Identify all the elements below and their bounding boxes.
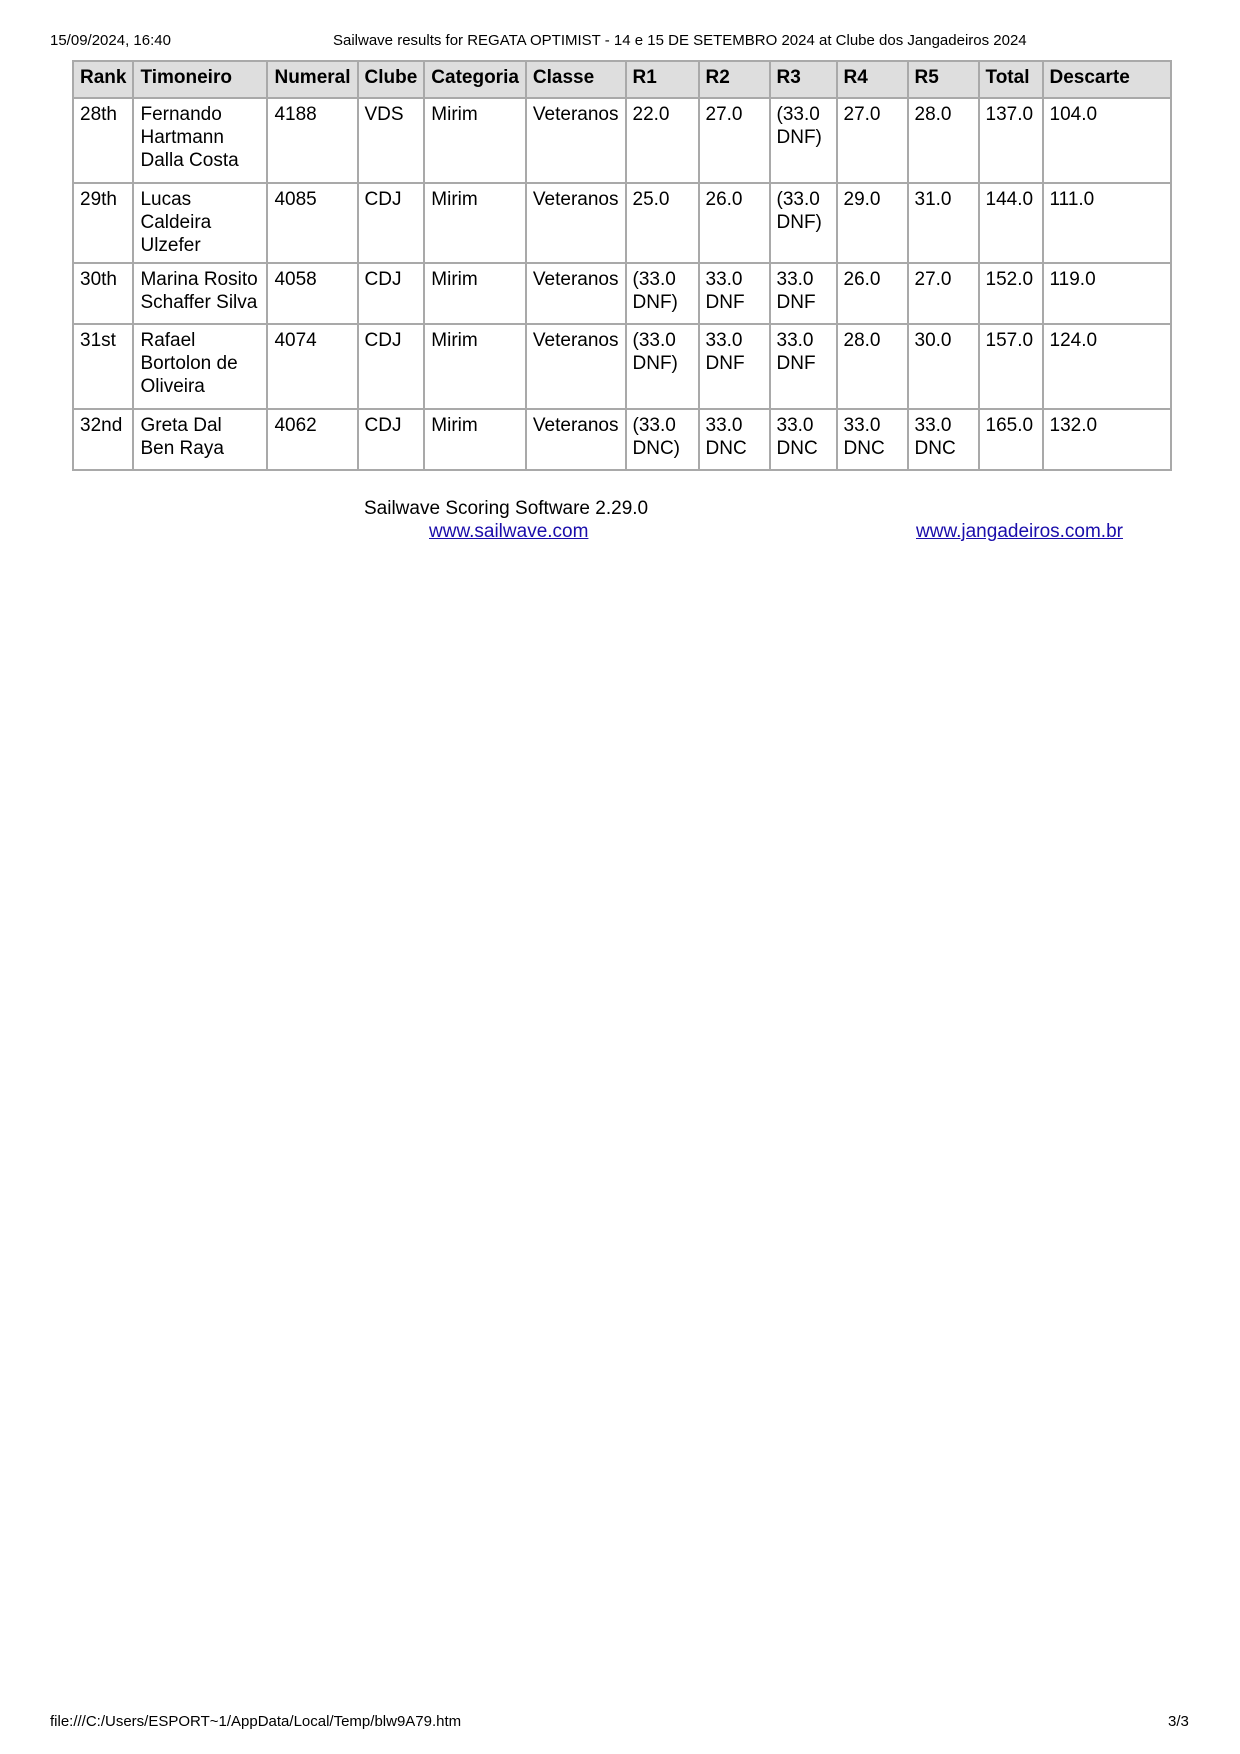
print-title: Sailwave results for REGATA OPTIMIST - 14 e 15 DE SETEMBRO 2024 at Clube dos Jangadeiros 2024 [333, 32, 1027, 49]
cell-classe: Veteranos [526, 183, 626, 263]
results-table [72, 60, 1172, 471]
col-r5: R5 [908, 61, 979, 98]
col-rank: Rank [73, 61, 133, 98]
table-row [73, 324, 1171, 409]
cell-r5: 28.0 [908, 98, 979, 183]
cell-r1: (33.0 DNF) [626, 263, 699, 324]
cell-r5: 27.0 [908, 263, 979, 324]
cell-r4: 33.0 DNC [837, 409, 908, 470]
col-classe: Classe [526, 61, 626, 98]
cell-r5: 31.0 [908, 183, 979, 263]
cell-classe: Veteranos [526, 409, 626, 470]
cell-clube: VDS [358, 98, 425, 183]
col-categoria: Categoria [424, 61, 526, 98]
cell-numeral: 4062 [267, 409, 357, 470]
cell-categoria: Mirim [424, 324, 526, 409]
table-row [73, 409, 1171, 470]
cell-descarte: 132.0 [1043, 409, 1172, 470]
cell-numeral: 4074 [267, 324, 357, 409]
table-header-row [73, 61, 1171, 98]
cell-rank: 28th [73, 98, 133, 183]
cell-categoria: Mirim [424, 409, 526, 470]
cell-r2: 33.0 DNC [699, 409, 770, 470]
table-row [73, 98, 1171, 183]
cell-classe: Veteranos [526, 324, 626, 409]
cell-r1: (33.0 DNC) [626, 409, 699, 470]
cell-timoneiro: Rafael Bortolon de Oliveira [133, 324, 267, 409]
cell-total: 165.0 [979, 409, 1043, 470]
cell-total: 137.0 [979, 98, 1043, 183]
cell-r2: 27.0 [699, 98, 770, 183]
cell-descarte: 111.0 [1043, 183, 1172, 263]
cell-timoneiro: Fernando Hartmann Dalla Costa [133, 98, 267, 183]
print-datetime: 15/09/2024, 16:40 [50, 32, 171, 49]
cell-clube: CDJ [358, 183, 425, 263]
cell-total: 152.0 [979, 263, 1043, 324]
cell-r5: 30.0 [908, 324, 979, 409]
sailwave-link[interactable]: www.sailwave.com [429, 521, 589, 542]
cell-total: 157.0 [979, 324, 1043, 409]
cell-rank: 30th [73, 263, 133, 324]
print-file-url: file:///C:/Users/ESPORT~1/AppData/Local/Temp/blw9A79.htm [50, 1713, 462, 1730]
cell-r4: 27.0 [837, 98, 908, 183]
cell-r3: (33.0 DNF) [770, 98, 837, 183]
cell-r2: 33.0 DNF [699, 324, 770, 409]
cell-timoneiro: Greta Dal Ben Raya [133, 409, 267, 470]
cell-timoneiro: Marina Rosito Schaffer Silva [133, 263, 267, 324]
cell-r1: 25.0 [626, 183, 699, 263]
cell-classe: Veteranos [526, 98, 626, 183]
cell-r3: 33.0 DNF [770, 263, 837, 324]
col-r4: R4 [837, 61, 908, 98]
cell-clube: CDJ [358, 324, 425, 409]
cell-total: 144.0 [979, 183, 1043, 263]
cell-r4: 28.0 [837, 324, 908, 409]
cell-numeral: 4085 [267, 183, 357, 263]
cell-r2: 26.0 [699, 183, 770, 263]
cell-timoneiro: Lucas Caldeira Ulzefer [133, 183, 267, 263]
cell-categoria: Mirim [424, 98, 526, 183]
cell-descarte: 124.0 [1043, 324, 1172, 409]
col-clube: Clube [358, 61, 425, 98]
cell-numeral: 4058 [267, 263, 357, 324]
page-number: 3/3 [1168, 1713, 1189, 1730]
cell-numeral: 4188 [267, 98, 357, 183]
cell-rank: 29th [73, 183, 133, 263]
col-r3: R3 [770, 61, 837, 98]
cell-descarte: 119.0 [1043, 263, 1172, 324]
table-row [73, 263, 1171, 324]
club-website-link[interactable]: www.jangadeiros.com.br [916, 521, 1123, 542]
cell-r1: (33.0 DNF) [626, 324, 699, 409]
cell-r4: 26.0 [837, 263, 908, 324]
cell-r4: 29.0 [837, 183, 908, 263]
cell-r3: 33.0 DNC [770, 409, 837, 470]
cell-r2: 33.0 DNF [699, 263, 770, 324]
cell-r5: 33.0 DNC [908, 409, 979, 470]
col-numeral: Numeral [267, 61, 357, 98]
cell-rank: 32nd [73, 409, 133, 470]
cell-classe: Veteranos [526, 263, 626, 324]
table-row [73, 183, 1171, 263]
cell-r3: 33.0 DNF [770, 324, 837, 409]
cell-categoria: Mirim [424, 183, 526, 263]
col-total: Total [979, 61, 1043, 98]
col-r2: R2 [699, 61, 770, 98]
cell-r1: 22.0 [626, 98, 699, 183]
col-timoneiro: Timoneiro [133, 61, 267, 98]
cell-r3: (33.0 DNF) [770, 183, 837, 263]
cell-categoria: Mirim [424, 263, 526, 324]
cell-clube: CDJ [358, 263, 425, 324]
cell-clube: CDJ [358, 409, 425, 470]
col-r1: R1 [626, 61, 699, 98]
cell-descarte: 104.0 [1043, 98, 1172, 183]
cell-rank: 31st [73, 324, 133, 409]
col-descarte: Descarte [1043, 61, 1172, 98]
software-credit: Sailwave Scoring Software 2.29.0 [364, 498, 649, 519]
